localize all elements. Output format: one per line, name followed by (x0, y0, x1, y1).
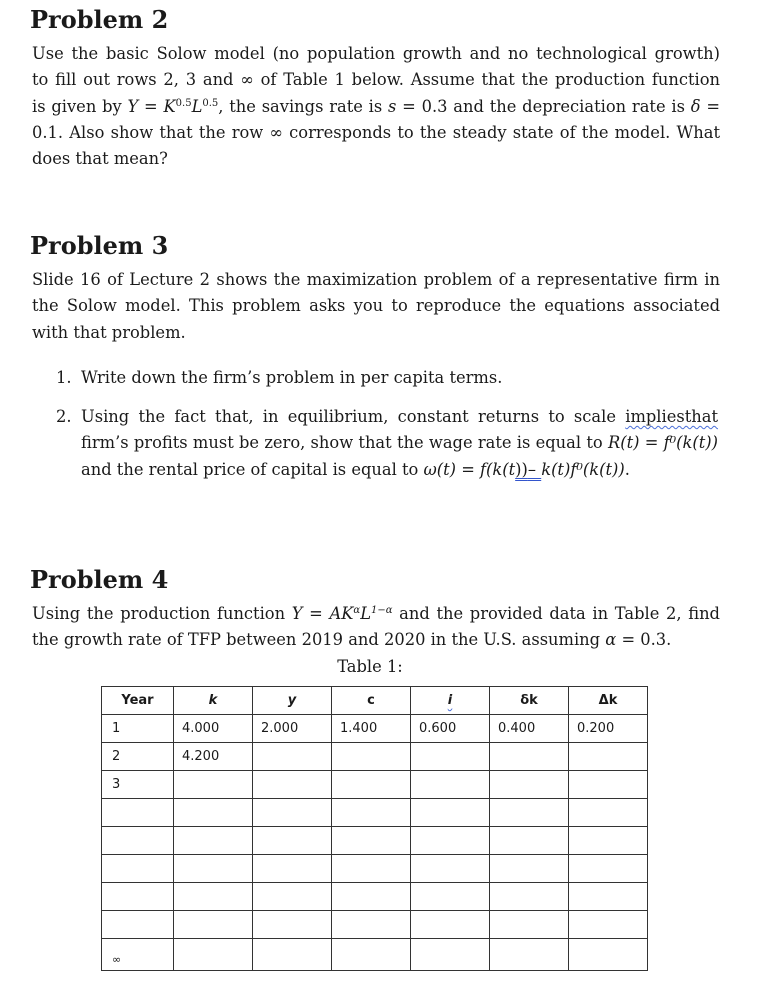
table-cell (411, 911, 490, 939)
table-cell: 1.400 (332, 715, 411, 743)
header-delta-k: δk (490, 687, 569, 715)
table-cell (174, 827, 253, 855)
table-cell (174, 855, 253, 883)
p4-alpha: α (605, 630, 617, 650)
p4-math-alpha-exp: α (353, 605, 361, 616)
table-cell (332, 827, 411, 855)
table-row (102, 939, 648, 971)
problem-2-line-3-start: is given by (32, 96, 128, 116)
table-1-caption: Table 1: (337, 657, 403, 676)
header-k: k (174, 687, 253, 715)
item-2-line-2 (81, 430, 718, 456)
table-cell (569, 855, 648, 883)
table-row (102, 883, 648, 911)
table-row (102, 911, 648, 939)
item-2-text (81, 404, 718, 483)
table-cell: 0.600 (411, 715, 490, 743)
p4-math-eq: = (302, 604, 330, 623)
table-cell (490, 771, 569, 799)
item-2-line-2-text: firm’s profits must be zero, show that the wage rate is equal to (81, 433, 608, 453)
problem-2-line-5: does that mean? (32, 149, 168, 169)
table-cell (253, 911, 332, 939)
table-cell (411, 771, 490, 799)
problem-3-line-3: with that problem. (32, 322, 186, 342)
table-cell (332, 939, 411, 971)
table-cell (174, 939, 253, 971)
table-cell-year: 2 (102, 743, 174, 771)
p4-math-l-exp: 1−α (371, 605, 393, 616)
math-y: Y (127, 96, 139, 116)
table-cell (253, 771, 332, 799)
header-year: Year (102, 687, 174, 715)
problem-2-line-4: 0.1. Also show that the row ∞ corresponds to the steady state of the model. What (32, 122, 720, 142)
item-2-line-1 (81, 404, 718, 430)
problem-4-line-1-start: Using the production function (32, 604, 292, 623)
table-row (102, 799, 648, 827)
header-i: i (411, 687, 490, 715)
table-cell (174, 771, 253, 799)
table-cell (253, 799, 332, 827)
problem-4-line-1-end: and the provided data in Table 2, find (392, 604, 720, 623)
table-1 (101, 686, 648, 971)
table-cell-year (102, 799, 174, 827)
math-eq: = (138, 96, 164, 116)
problem-4-title: Problem 4 (30, 565, 169, 594)
table-cell-year: 1 (102, 715, 174, 743)
table-cell: 0.200 (569, 715, 648, 743)
header-y: y (253, 687, 332, 715)
table-row (102, 743, 648, 771)
table-1-body (102, 715, 648, 971)
table-cell (332, 771, 411, 799)
table-cell (253, 855, 332, 883)
table-cell (174, 883, 253, 911)
math-s: s (388, 96, 397, 116)
problem-2-line-3-mid: , the savings rate is (218, 96, 389, 116)
problem-4-line-2-start: the growth rate of TFP between 2019 and 2020 in the U.S. assuming (32, 630, 606, 650)
problem-3-line-2: the Solow model. This problem asks you to reproduce the equations associated (32, 296, 720, 316)
header-change-k: Δk (569, 687, 648, 715)
problem-3-line-1: Slide 16 of Lecture 2 shows the maximization problem of a representative firm in (32, 270, 720, 289)
item-2-line-3 (81, 457, 718, 483)
math-delta: δ (690, 96, 701, 116)
table-cell (490, 743, 569, 771)
problem-2-line-1: Use the basic Solow model (no population growth and no technological growth) (32, 44, 720, 63)
table-cell (332, 799, 411, 827)
problem-2-title: Problem 2 (30, 5, 169, 34)
table-cell (490, 799, 569, 827)
rental-eq-part-3: – (527, 459, 542, 479)
problem-2-line-3-savings: = 0.3 and the depreciation rate is (396, 96, 691, 116)
item-1-text: Write down the firm’s problem in per capita terms. (81, 368, 503, 387)
table-cell (490, 911, 569, 939)
item-2-line-1-text: Using the fact that, in equilibrium, constant returns to scale (81, 407, 626, 426)
table-row (102, 827, 648, 855)
table-cell (569, 827, 648, 855)
problem-3-title: Problem 3 (30, 231, 169, 260)
table-cell: 4.000 (174, 715, 253, 743)
table-cell (411, 743, 490, 771)
table-cell (411, 855, 490, 883)
table-cell (332, 883, 411, 911)
p4-math-ak: AK (329, 604, 354, 623)
table-cell (332, 855, 411, 883)
table-cell (569, 939, 648, 971)
table-cell (332, 743, 411, 771)
rental-eq-part-2: )) (515, 459, 528, 479)
table-row (102, 715, 648, 743)
table-cell (411, 939, 490, 971)
table-cell (253, 883, 332, 911)
p4-math-l: L (360, 604, 371, 623)
item-1-number: 1. (56, 368, 72, 387)
table-cell (490, 827, 569, 855)
table-cell-year (102, 883, 174, 911)
table-cell (569, 883, 648, 911)
problem-4-line-1 (32, 601, 720, 627)
item-2-line-3-text: and the rental price of capital is equal to (81, 459, 424, 479)
table-cell-year (102, 827, 174, 855)
problem-4-line-2-end: = 0.3. (616, 630, 672, 650)
table-cell (490, 883, 569, 911)
table-cell-year: 3 (102, 771, 174, 799)
table-cell: 4.200 (174, 743, 253, 771)
problem-2-line-2: to fill out rows 2, 3 and ∞ of Table 1 below. Assume that the production function (32, 70, 720, 90)
math-l: L (191, 96, 203, 116)
problem-4-text (32, 601, 720, 654)
table-cell (332, 911, 411, 939)
table-cell (490, 939, 569, 971)
p4-math-y: Y (291, 604, 303, 623)
problem-3-text (32, 267, 720, 346)
rental-eq-end: . (624, 459, 630, 479)
table-row (102, 855, 648, 883)
table-cell (174, 911, 253, 939)
item-2-number: 2. (56, 407, 72, 426)
table-cell-year (102, 855, 174, 883)
problem-2-text (32, 41, 720, 172)
problem-2-line-3 (32, 94, 720, 120)
table-row (102, 771, 648, 799)
header-c: c (332, 687, 411, 715)
problem-4-line-2 (32, 627, 720, 653)
table-cell: 0.400 (490, 715, 569, 743)
problem-2-line-3-end: = (700, 96, 720, 116)
table-cell (569, 799, 648, 827)
math-l-exponent: 0.5 (202, 97, 219, 109)
table-cell (411, 883, 490, 911)
rental-eq-part-4: k(t)f⁰(k(t)) (541, 459, 625, 479)
spellcheck-word: impliesthat (625, 407, 718, 426)
table-cell-year (102, 911, 174, 939)
table-cell: 2.000 (253, 715, 332, 743)
table-header-row (102, 687, 648, 715)
table-cell (253, 939, 332, 971)
table-cell (490, 855, 569, 883)
table-cell (569, 911, 648, 939)
table-cell (411, 827, 490, 855)
math-k-exponent: 0.5 (175, 97, 192, 109)
table-cell (253, 743, 332, 771)
math-k: K (163, 96, 176, 116)
table-cell (174, 799, 253, 827)
table-cell (253, 827, 332, 855)
wage-equation: R(t) = f⁰(k(t)) (607, 433, 719, 453)
table-cell (569, 771, 648, 799)
table-cell-year: ∞ (102, 939, 174, 971)
table-cell (569, 743, 648, 771)
rental-eq-part-1: ω(t) = f(k(t (423, 459, 516, 479)
table-cell (411, 799, 490, 827)
table-1-header (102, 687, 648, 715)
